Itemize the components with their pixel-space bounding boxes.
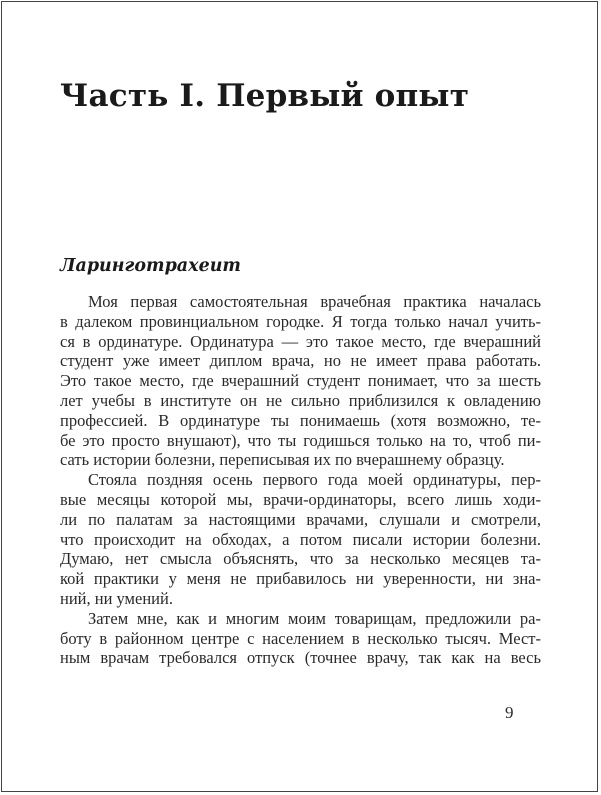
text-line: кой практики у меня не прибавилось ни уверенности, ни зна- <box>60 569 541 589</box>
body-text <box>60 292 541 668</box>
text-line: Думаю, нет смысла объяснять, что за несколько месяцев та- <box>60 549 541 569</box>
text-line: Стояла поздняя осень первого года моей ординатуры, пер- <box>88 470 541 490</box>
text-line: Это такое место, где вчерашний студент понимает, что за шесть <box>60 371 541 391</box>
text-line: сать истории болезни, переписывая их по вчерашнему образцу. <box>60 450 505 470</box>
text-line: ли по палатам за настоящими врачами, слушали и смотрели, <box>60 509 541 529</box>
text-line: профессией. В ординатуре ты понимаешь (хотя возможно, те- <box>60 410 541 430</box>
section-title: Ларинготрахеит <box>60 256 241 276</box>
text-line: ным врачам требовался отпуск (точнее врачу, так как на весь <box>60 648 541 668</box>
chapter-title: Часть I. Первый опыт <box>60 78 470 114</box>
text-line: студент уже имеет диплом врача, но не имеет права работать. <box>60 351 541 371</box>
text-line: в далеком провинциальном городке. Я тогда только начал учить- <box>60 311 541 331</box>
text-line: бе это просто внушают), что ты годишься только на то, чтоб пи- <box>60 430 541 450</box>
text-line: вые месяцы которой мы, врачи-ординаторы, всего лишь ходи- <box>60 489 541 509</box>
text-line: ний, ни умений. <box>60 588 173 608</box>
text-line: ся в ординатуре. Ординатура — это такое место, где вчерашний <box>60 331 541 351</box>
text-line: Моя первая самостоятельная врачебная практика началась <box>88 292 541 311</box>
text-line: Затем мне, как и многим моим товарищам, предложили ра- <box>88 608 541 628</box>
page-number: 9 <box>505 703 514 722</box>
text-line: что происходит на обходах, а потом писали истории болезни. <box>60 529 541 549</box>
text-line: лет учебы в институте он не сильно приблизился к овладению <box>60 390 541 410</box>
text-line: боту в районном центре с населением в несколько тысяч. Мест- <box>60 628 541 648</box>
